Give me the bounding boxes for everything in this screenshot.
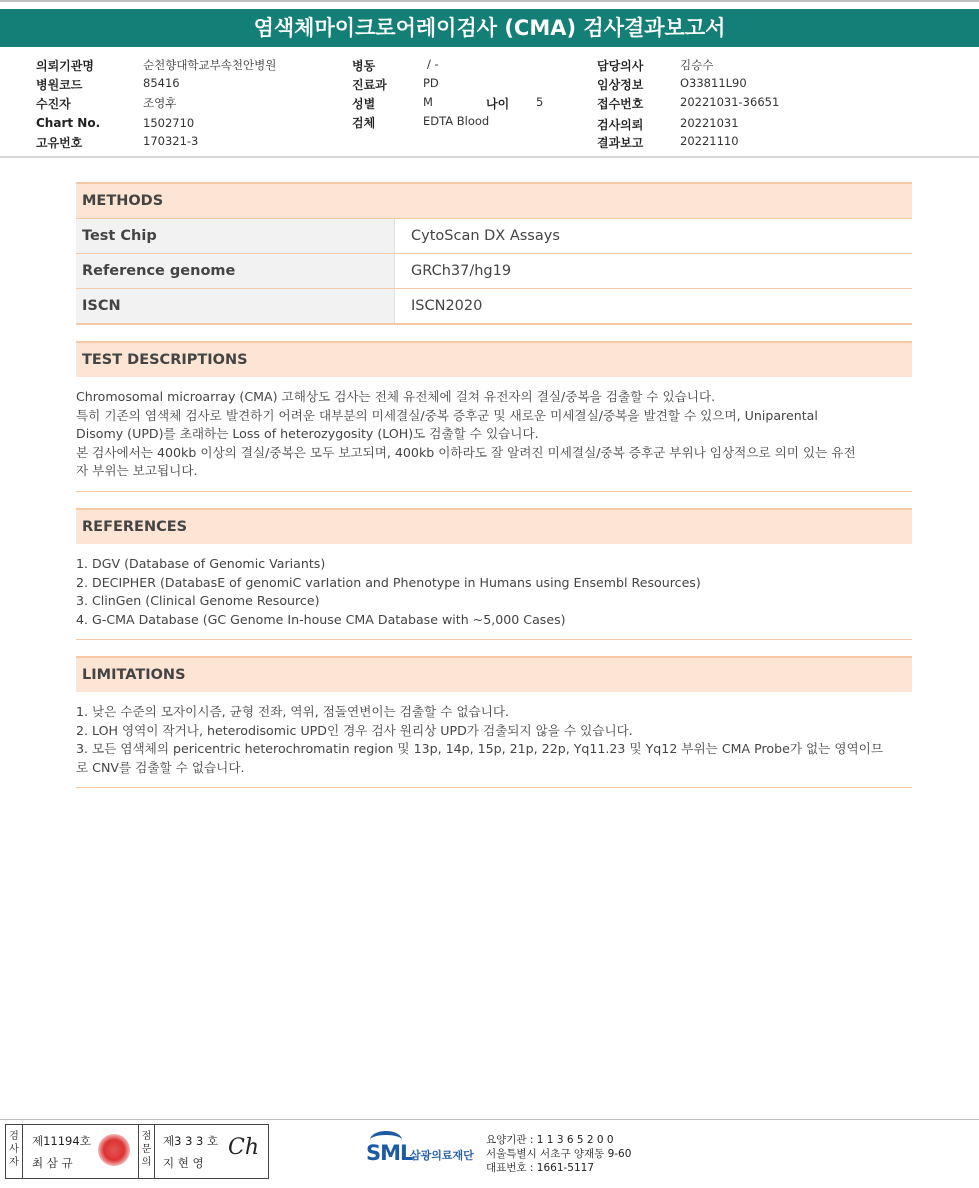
label-receipt-no: 접수번호 [597, 97, 644, 111]
methods-heading: METHODS [76, 182, 912, 218]
logo-text: SML [366, 1141, 413, 1165]
value-ward: / - [427, 57, 439, 71]
label-clinical-info: 임상정보 [597, 78, 644, 92]
org-info-line: 요양기관 : 1 1 3 6 5 2 0 0 [486, 1134, 614, 1146]
examiner-name: 최 삼 규 [32, 1156, 73, 1170]
value-clinical-info: O33811L90 [680, 76, 747, 90]
reference-item: 3. ClinGen (Clinical Genome Resource) [76, 593, 320, 608]
descriptions-line: Chromosomal microarray (CMA) 고해상도 검사는 전체 유전체에 걸쳐 유전자의 결실/중복을 검출할 수 있습니다. [76, 389, 716, 404]
label-request-date: 검사의뢰 [597, 118, 644, 132]
value-specimen: EDTA Blood [423, 114, 490, 128]
label-report-date: 결과보고 [597, 136, 644, 150]
label-hospital-code: 병원코드 [36, 78, 83, 92]
limitations-body [76, 703, 912, 788]
footer-divider [0, 1119, 979, 1120]
limitation-item: 로 CNV를 검출할 수 없습니다. [76, 759, 245, 775]
limitation-item: 3. 모든 염색체의 pericentric heterochromatin region 및 13p, 14p, 15p, 21p, 22p, Yq11.23 및 Yq12 부위는 CMA Probe가 없는 영역이므 [76, 741, 883, 756]
limitation-item: 1. 낮은 수준의 모자이시즘, 균형 전좌, 역위, 점돌연변이는 검출할 수 없습니다. [76, 704, 510, 719]
limitation-item: 2. LOH 영역이 작거나, heterodisomic UPD인 경우 검사 원리상 UPD가 검출되지 않을 수 있습니다. [76, 722, 633, 738]
descriptions-section [76, 341, 912, 492]
methods-row [76, 289, 912, 325]
methods-key: Test Chip [76, 219, 395, 253]
report-title: 염색체마이크로어레이검사 (CMA) 검사결과보고서 [0, 9, 979, 47]
reviewer-license: 제3 3 3 호 [163, 1134, 219, 1148]
label-ward: 병동 [352, 59, 376, 73]
label-doctor: 담당의사 [597, 59, 644, 73]
label-patient-name: 수진자 [36, 97, 71, 111]
value-age: 5 [536, 95, 544, 109]
signature-box [5, 1124, 269, 1179]
reviewer-label: 점 문 의 [138, 1125, 155, 1178]
methods-key: ISCN [76, 289, 395, 323]
references-section [76, 508, 912, 640]
methods-key: Reference genome [76, 254, 395, 288]
methods-value: CytoScan DX Assays [411, 228, 560, 244]
value-unique-no: 170321-3 [143, 134, 199, 148]
top-border [0, 0, 979, 2]
methods-section [76, 182, 912, 325]
descriptions-line: 본 검사에서는 400kb 이상의 결실/중복은 모두 보고되며, 400kb 이하라도 잘 알려진 미세결실/중복 증후군 부위나 임상적으로 의미 있는 유전 [76, 444, 856, 460]
methods-row [76, 218, 912, 254]
sml-logo [366, 1131, 476, 1171]
label-chart-no: Chart No. [36, 116, 101, 130]
value-patient-name: 조영후 [143, 96, 177, 110]
seal-icon [98, 1134, 130, 1166]
examiner-license: 제11194호 [32, 1134, 91, 1148]
signature-image: Ch [228, 1135, 260, 1160]
label-department: 진료과 [352, 78, 387, 92]
org-info [486, 1133, 631, 1175]
value-sex: M [423, 95, 433, 109]
org-info-line: 대표번호 : 1661-5117 [486, 1162, 595, 1174]
references-heading: REFERENCES [76, 508, 912, 544]
label-sex: 성별 [352, 97, 376, 111]
methods-value: GRCh37/hg19 [411, 263, 512, 279]
limitations-section [76, 656, 912, 788]
descriptions-line: 자 부위는 보고됩니다. [76, 463, 198, 478]
methods-value: ISCN2020 [411, 298, 483, 314]
value-doctor: 김승수 [680, 58, 714, 72]
descriptions-heading: TEST DESCRIPTIONS [76, 341, 912, 377]
label-unique-no: 고유번호 [36, 136, 83, 150]
reference-item: 4. G-CMA Database (GC Genome In-house CMA Database with ~5,000 Cases) [76, 611, 566, 627]
reference-item: 1. DGV (Database of Genomic Variants) [76, 556, 326, 571]
reference-item: 2. DECIPHER (DatabasE of genomiC varIation and Phenotype in Humans using Ensembl Resources) [76, 574, 701, 590]
value-chart-no: 1502710 [143, 116, 195, 130]
value-request-date: 20221031 [680, 116, 739, 130]
org-name: 삼광의료재단 [410, 1149, 474, 1162]
value-institution: 순천향대학교부속천안병원 [143, 58, 277, 72]
limitations-heading: LIMITATIONS [76, 656, 912, 692]
value-hospital-code: 85416 [143, 76, 180, 90]
descriptions-line: Disomy (UPD)를 초래하는 Loss of heterozygosity (LOH)도 검출할 수 있습니다. [76, 426, 539, 441]
label-institution: 의뢰기관명 [36, 59, 94, 73]
org-info-line: 서울특별시 서초구 양재동 9-60 [486, 1148, 632, 1160]
descriptions-body [76, 388, 912, 492]
descriptions-line: 특히 기존의 염색체 검사로 발견하기 어려운 대부분의 미세결실/중복 증후군 및 새로운 미세결실/중복을 발견할 수 있으며, Uniparental [76, 407, 818, 423]
value-department: PD [423, 76, 439, 90]
reviewer-name: 지 현 영 [163, 1156, 204, 1170]
references-body [76, 555, 912, 640]
value-report-date: 20221110 [680, 134, 739, 148]
methods-row [76, 254, 912, 289]
patient-info [0, 55, 979, 155]
label-age: 나이 [486, 97, 510, 111]
label-specimen: 검체 [352, 116, 376, 130]
examiner-label: 검 사 자 [6, 1125, 23, 1178]
value-receipt-no: 20221031-36651 [680, 95, 780, 109]
header-divider [0, 156, 979, 158]
